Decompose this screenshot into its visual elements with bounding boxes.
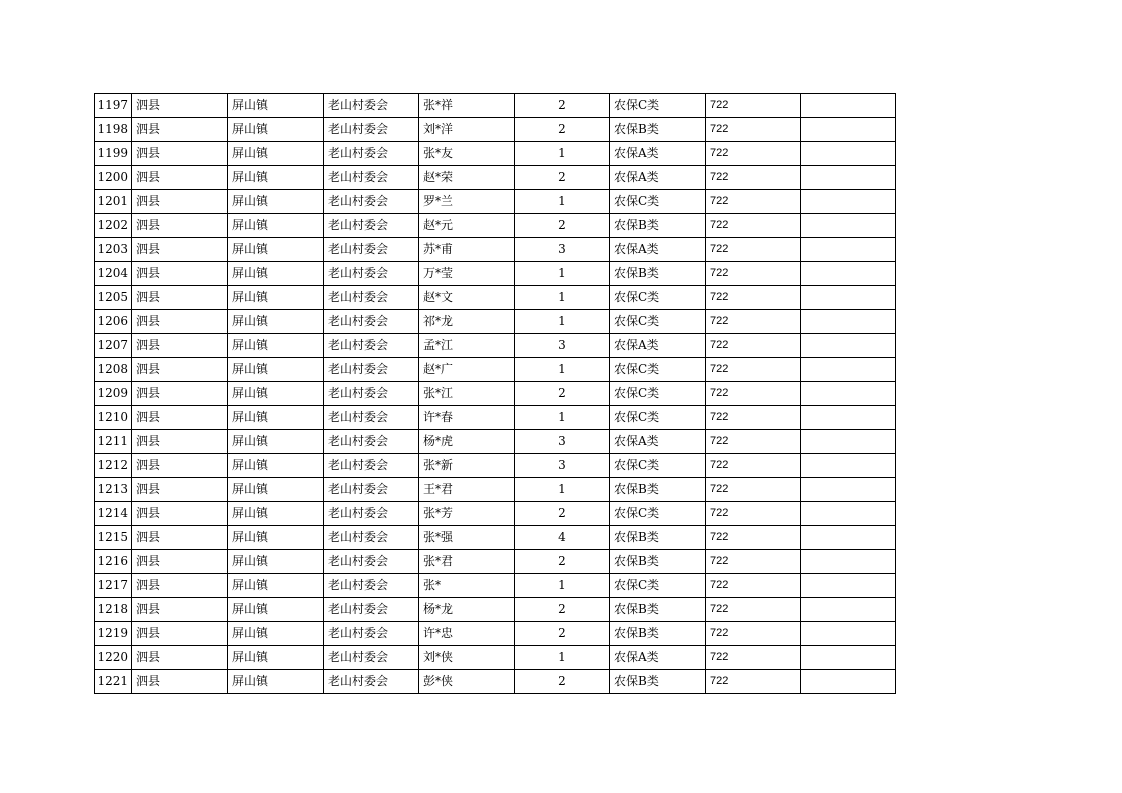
town-cell: 屏山镇 xyxy=(228,598,324,622)
village-cell: 老山村委会 xyxy=(324,238,419,262)
county-cell: 泗县 xyxy=(132,166,228,190)
table-row xyxy=(95,454,896,478)
village-cell: 老山村委会 xyxy=(324,406,419,430)
amount-cell: 722 xyxy=(706,526,801,550)
row-number-cell: 1197 xyxy=(95,94,132,118)
town-cell: 屏山镇 xyxy=(228,574,324,598)
household-count-cell: 1 xyxy=(515,478,610,502)
village-cell: 老山村委会 xyxy=(324,262,419,286)
amount-cell: 722 xyxy=(706,238,801,262)
amount-cell: 722 xyxy=(706,382,801,406)
name-cell: 张*新 xyxy=(419,454,515,478)
town-cell: 屏山镇 xyxy=(228,478,324,502)
household-count-cell: 2 xyxy=(515,382,610,406)
table-row xyxy=(95,646,896,670)
amount-cell: 722 xyxy=(706,262,801,286)
amount-cell: 722 xyxy=(706,550,801,574)
name-cell: 张*江 xyxy=(419,382,515,406)
note-cell xyxy=(801,598,896,622)
amount-cell: 722 xyxy=(706,214,801,238)
table-row xyxy=(95,334,896,358)
town-cell: 屏山镇 xyxy=(228,550,324,574)
village-cell: 老山村委会 xyxy=(324,622,419,646)
county-cell: 泗县 xyxy=(132,310,228,334)
village-cell: 老山村委会 xyxy=(324,478,419,502)
household-count-cell: 2 xyxy=(515,118,610,142)
note-cell xyxy=(801,94,896,118)
table-row xyxy=(95,598,896,622)
row-number-cell: 1217 xyxy=(95,574,132,598)
town-cell: 屏山镇 xyxy=(228,310,324,334)
table-row xyxy=(95,574,896,598)
amount-cell: 722 xyxy=(706,286,801,310)
table-row xyxy=(95,142,896,166)
household-count-cell: 2 xyxy=(515,670,610,694)
note-cell xyxy=(801,454,896,478)
amount-cell: 722 xyxy=(706,310,801,334)
town-cell: 屏山镇 xyxy=(228,190,324,214)
note-cell xyxy=(801,622,896,646)
village-cell: 老山村委会 xyxy=(324,670,419,694)
table-row xyxy=(95,238,896,262)
town-cell: 屏山镇 xyxy=(228,262,324,286)
table-row xyxy=(95,502,896,526)
table-row xyxy=(95,526,896,550)
table-row xyxy=(95,382,896,406)
village-cell: 老山村委会 xyxy=(324,94,419,118)
county-cell: 泗县 xyxy=(132,94,228,118)
name-cell: 许*忠 xyxy=(419,622,515,646)
village-cell: 老山村委会 xyxy=(324,118,419,142)
village-cell: 老山村委会 xyxy=(324,526,419,550)
amount-cell: 722 xyxy=(706,454,801,478)
row-number-cell: 1213 xyxy=(95,478,132,502)
county-cell: 泗县 xyxy=(132,646,228,670)
table-row xyxy=(95,190,896,214)
amount-cell: 722 xyxy=(706,334,801,358)
table-row xyxy=(95,430,896,454)
name-cell: 张* xyxy=(419,574,515,598)
amount-cell: 722 xyxy=(706,646,801,670)
amount-cell: 722 xyxy=(706,670,801,694)
note-cell xyxy=(801,334,896,358)
insurance-category-cell: 农保C类 xyxy=(610,310,706,334)
town-cell: 屏山镇 xyxy=(228,670,324,694)
note-cell xyxy=(801,142,896,166)
town-cell: 屏山镇 xyxy=(228,94,324,118)
table-row xyxy=(95,310,896,334)
county-cell: 泗县 xyxy=(132,598,228,622)
town-cell: 屏山镇 xyxy=(228,286,324,310)
beneficiary-table xyxy=(94,93,896,694)
name-cell: 张*君 xyxy=(419,550,515,574)
county-cell: 泗县 xyxy=(132,406,228,430)
table-row xyxy=(95,166,896,190)
row-number-cell: 1207 xyxy=(95,334,132,358)
county-cell: 泗县 xyxy=(132,142,228,166)
town-cell: 屏山镇 xyxy=(228,238,324,262)
table-body xyxy=(95,94,896,694)
town-cell: 屏山镇 xyxy=(228,382,324,406)
note-cell xyxy=(801,646,896,670)
county-cell: 泗县 xyxy=(132,190,228,214)
table-row xyxy=(95,94,896,118)
row-number-cell: 1204 xyxy=(95,262,132,286)
county-cell: 泗县 xyxy=(132,550,228,574)
note-cell xyxy=(801,670,896,694)
name-cell: 张*芳 xyxy=(419,502,515,526)
amount-cell: 722 xyxy=(706,430,801,454)
town-cell: 屏山镇 xyxy=(228,454,324,478)
village-cell: 老山村委会 xyxy=(324,334,419,358)
amount-cell: 722 xyxy=(706,166,801,190)
village-cell: 老山村委会 xyxy=(324,454,419,478)
amount-cell: 722 xyxy=(706,502,801,526)
name-cell: 祁*龙 xyxy=(419,310,515,334)
name-cell: 赵*文 xyxy=(419,286,515,310)
note-cell xyxy=(801,574,896,598)
row-number-cell: 1211 xyxy=(95,430,132,454)
note-cell xyxy=(801,502,896,526)
county-cell: 泗县 xyxy=(132,286,228,310)
insurance-category-cell: 农保B类 xyxy=(610,118,706,142)
village-cell: 老山村委会 xyxy=(324,214,419,238)
row-number-cell: 1218 xyxy=(95,598,132,622)
county-cell: 泗县 xyxy=(132,670,228,694)
row-number-cell: 1221 xyxy=(95,670,132,694)
row-number-cell: 1214 xyxy=(95,502,132,526)
village-cell: 老山村委会 xyxy=(324,358,419,382)
county-cell: 泗县 xyxy=(132,502,228,526)
insurance-category-cell: 农保C类 xyxy=(610,574,706,598)
insurance-category-cell: 农保C类 xyxy=(610,94,706,118)
insurance-category-cell: 农保C类 xyxy=(610,406,706,430)
name-cell: 王*君 xyxy=(419,478,515,502)
table-row xyxy=(95,406,896,430)
name-cell: 张*祥 xyxy=(419,94,515,118)
name-cell: 刘*洋 xyxy=(419,118,515,142)
household-count-cell: 2 xyxy=(515,622,610,646)
household-count-cell: 3 xyxy=(515,430,610,454)
household-count-cell: 2 xyxy=(515,214,610,238)
insurance-category-cell: 农保C类 xyxy=(610,454,706,478)
insurance-category-cell: 农保C类 xyxy=(610,502,706,526)
name-cell: 孟*江 xyxy=(419,334,515,358)
household-count-cell: 1 xyxy=(515,358,610,382)
household-count-cell: 2 xyxy=(515,166,610,190)
village-cell: 老山村委会 xyxy=(324,166,419,190)
name-cell: 许*春 xyxy=(419,406,515,430)
county-cell: 泗县 xyxy=(132,334,228,358)
name-cell: 张*友 xyxy=(419,142,515,166)
row-number-cell: 1206 xyxy=(95,310,132,334)
row-number-cell: 1208 xyxy=(95,358,132,382)
county-cell: 泗县 xyxy=(132,262,228,286)
amount-cell: 722 xyxy=(706,478,801,502)
note-cell xyxy=(801,478,896,502)
household-count-cell: 1 xyxy=(515,142,610,166)
village-cell: 老山村委会 xyxy=(324,574,419,598)
note-cell xyxy=(801,382,896,406)
note-cell xyxy=(801,550,896,574)
household-count-cell: 4 xyxy=(515,526,610,550)
household-count-cell: 1 xyxy=(515,190,610,214)
household-count-cell: 3 xyxy=(515,334,610,358)
amount-cell: 722 xyxy=(706,406,801,430)
town-cell: 屏山镇 xyxy=(228,166,324,190)
town-cell: 屏山镇 xyxy=(228,646,324,670)
village-cell: 老山村委会 xyxy=(324,142,419,166)
row-number-cell: 1216 xyxy=(95,550,132,574)
household-count-cell: 2 xyxy=(515,94,610,118)
amount-cell: 722 xyxy=(706,190,801,214)
village-cell: 老山村委会 xyxy=(324,502,419,526)
name-cell: 苏*甫 xyxy=(419,238,515,262)
name-cell: 杨*虎 xyxy=(419,430,515,454)
row-number-cell: 1220 xyxy=(95,646,132,670)
name-cell: 彭*侠 xyxy=(419,670,515,694)
household-count-cell: 3 xyxy=(515,238,610,262)
row-number-cell: 1200 xyxy=(95,166,132,190)
household-count-cell: 1 xyxy=(515,406,610,430)
note-cell xyxy=(801,190,896,214)
county-cell: 泗县 xyxy=(132,574,228,598)
amount-cell: 722 xyxy=(706,118,801,142)
note-cell xyxy=(801,406,896,430)
insurance-category-cell: 农保A类 xyxy=(610,430,706,454)
insurance-category-cell: 农保B类 xyxy=(610,526,706,550)
note-cell xyxy=(801,214,896,238)
table-row xyxy=(95,550,896,574)
town-cell: 屏山镇 xyxy=(228,526,324,550)
county-cell: 泗县 xyxy=(132,382,228,406)
table-row xyxy=(95,262,896,286)
note-cell xyxy=(801,262,896,286)
note-cell xyxy=(801,118,896,142)
row-number-cell: 1210 xyxy=(95,406,132,430)
row-number-cell: 1199 xyxy=(95,142,132,166)
row-number-cell: 1209 xyxy=(95,382,132,406)
amount-cell: 722 xyxy=(706,598,801,622)
table-row xyxy=(95,622,896,646)
village-cell: 老山村委会 xyxy=(324,430,419,454)
row-number-cell: 1201 xyxy=(95,190,132,214)
amount-cell: 722 xyxy=(706,622,801,646)
amount-cell: 722 xyxy=(706,94,801,118)
household-count-cell: 3 xyxy=(515,454,610,478)
row-number-cell: 1219 xyxy=(95,622,132,646)
note-cell xyxy=(801,310,896,334)
village-cell: 老山村委会 xyxy=(324,382,419,406)
row-number-cell: 1212 xyxy=(95,454,132,478)
row-number-cell: 1198 xyxy=(95,118,132,142)
insurance-category-cell: 农保B类 xyxy=(610,478,706,502)
county-cell: 泗县 xyxy=(132,358,228,382)
name-cell: 杨*龙 xyxy=(419,598,515,622)
insurance-category-cell: 农保A类 xyxy=(610,238,706,262)
village-cell: 老山村委会 xyxy=(324,286,419,310)
county-cell: 泗县 xyxy=(132,430,228,454)
insurance-category-cell: 农保B类 xyxy=(610,622,706,646)
town-cell: 屏山镇 xyxy=(228,334,324,358)
village-cell: 老山村委会 xyxy=(324,598,419,622)
insurance-category-cell: 农保A类 xyxy=(610,142,706,166)
insurance-category-cell: 农保A类 xyxy=(610,646,706,670)
county-cell: 泗县 xyxy=(132,118,228,142)
insurance-category-cell: 农保B类 xyxy=(610,262,706,286)
insurance-category-cell: 农保C类 xyxy=(610,190,706,214)
town-cell: 屏山镇 xyxy=(228,142,324,166)
household-count-cell: 2 xyxy=(515,550,610,574)
amount-cell: 722 xyxy=(706,142,801,166)
insurance-category-cell: 农保C类 xyxy=(610,358,706,382)
village-cell: 老山村委会 xyxy=(324,550,419,574)
name-cell: 万*莹 xyxy=(419,262,515,286)
county-cell: 泗县 xyxy=(132,478,228,502)
table-row xyxy=(95,478,896,502)
town-cell: 屏山镇 xyxy=(228,622,324,646)
table-row xyxy=(95,214,896,238)
amount-cell: 722 xyxy=(706,574,801,598)
town-cell: 屏山镇 xyxy=(228,118,324,142)
row-number-cell: 1203 xyxy=(95,238,132,262)
name-cell: 赵*荣 xyxy=(419,166,515,190)
county-cell: 泗县 xyxy=(132,214,228,238)
insurance-category-cell: 农保C类 xyxy=(610,382,706,406)
household-count-cell: 1 xyxy=(515,310,610,334)
note-cell xyxy=(801,526,896,550)
row-number-cell: 1205 xyxy=(95,286,132,310)
table-row xyxy=(95,358,896,382)
insurance-category-cell: 农保A类 xyxy=(610,166,706,190)
table-row xyxy=(95,286,896,310)
name-cell: 赵*广 xyxy=(419,358,515,382)
name-cell: 赵*元 xyxy=(419,214,515,238)
household-count-cell: 1 xyxy=(515,262,610,286)
town-cell: 屏山镇 xyxy=(228,358,324,382)
note-cell xyxy=(801,358,896,382)
household-count-cell: 1 xyxy=(515,646,610,670)
row-number-cell: 1202 xyxy=(95,214,132,238)
household-count-cell: 2 xyxy=(515,598,610,622)
row-number-cell: 1215 xyxy=(95,526,132,550)
note-cell xyxy=(801,238,896,262)
household-count-cell: 2 xyxy=(515,502,610,526)
insurance-category-cell: 农保C类 xyxy=(610,286,706,310)
note-cell xyxy=(801,286,896,310)
town-cell: 屏山镇 xyxy=(228,430,324,454)
amount-cell: 722 xyxy=(706,358,801,382)
name-cell: 罗*兰 xyxy=(419,190,515,214)
town-cell: 屏山镇 xyxy=(228,406,324,430)
county-cell: 泗县 xyxy=(132,526,228,550)
village-cell: 老山村委会 xyxy=(324,310,419,334)
insurance-category-cell: 农保B类 xyxy=(610,598,706,622)
table-row xyxy=(95,670,896,694)
table-row xyxy=(95,118,896,142)
household-count-cell: 1 xyxy=(515,574,610,598)
town-cell: 屏山镇 xyxy=(228,214,324,238)
insurance-category-cell: 农保B类 xyxy=(610,670,706,694)
name-cell: 张*强 xyxy=(419,526,515,550)
county-cell: 泗县 xyxy=(132,238,228,262)
county-cell: 泗县 xyxy=(132,454,228,478)
insurance-category-cell: 农保B类 xyxy=(610,550,706,574)
county-cell: 泗县 xyxy=(132,622,228,646)
village-cell: 老山村委会 xyxy=(324,646,419,670)
town-cell: 屏山镇 xyxy=(228,502,324,526)
village-cell: 老山村委会 xyxy=(324,190,419,214)
note-cell xyxy=(801,430,896,454)
household-count-cell: 1 xyxy=(515,286,610,310)
note-cell xyxy=(801,166,896,190)
insurance-category-cell: 农保A类 xyxy=(610,334,706,358)
insurance-category-cell: 农保B类 xyxy=(610,214,706,238)
name-cell: 刘*侠 xyxy=(419,646,515,670)
